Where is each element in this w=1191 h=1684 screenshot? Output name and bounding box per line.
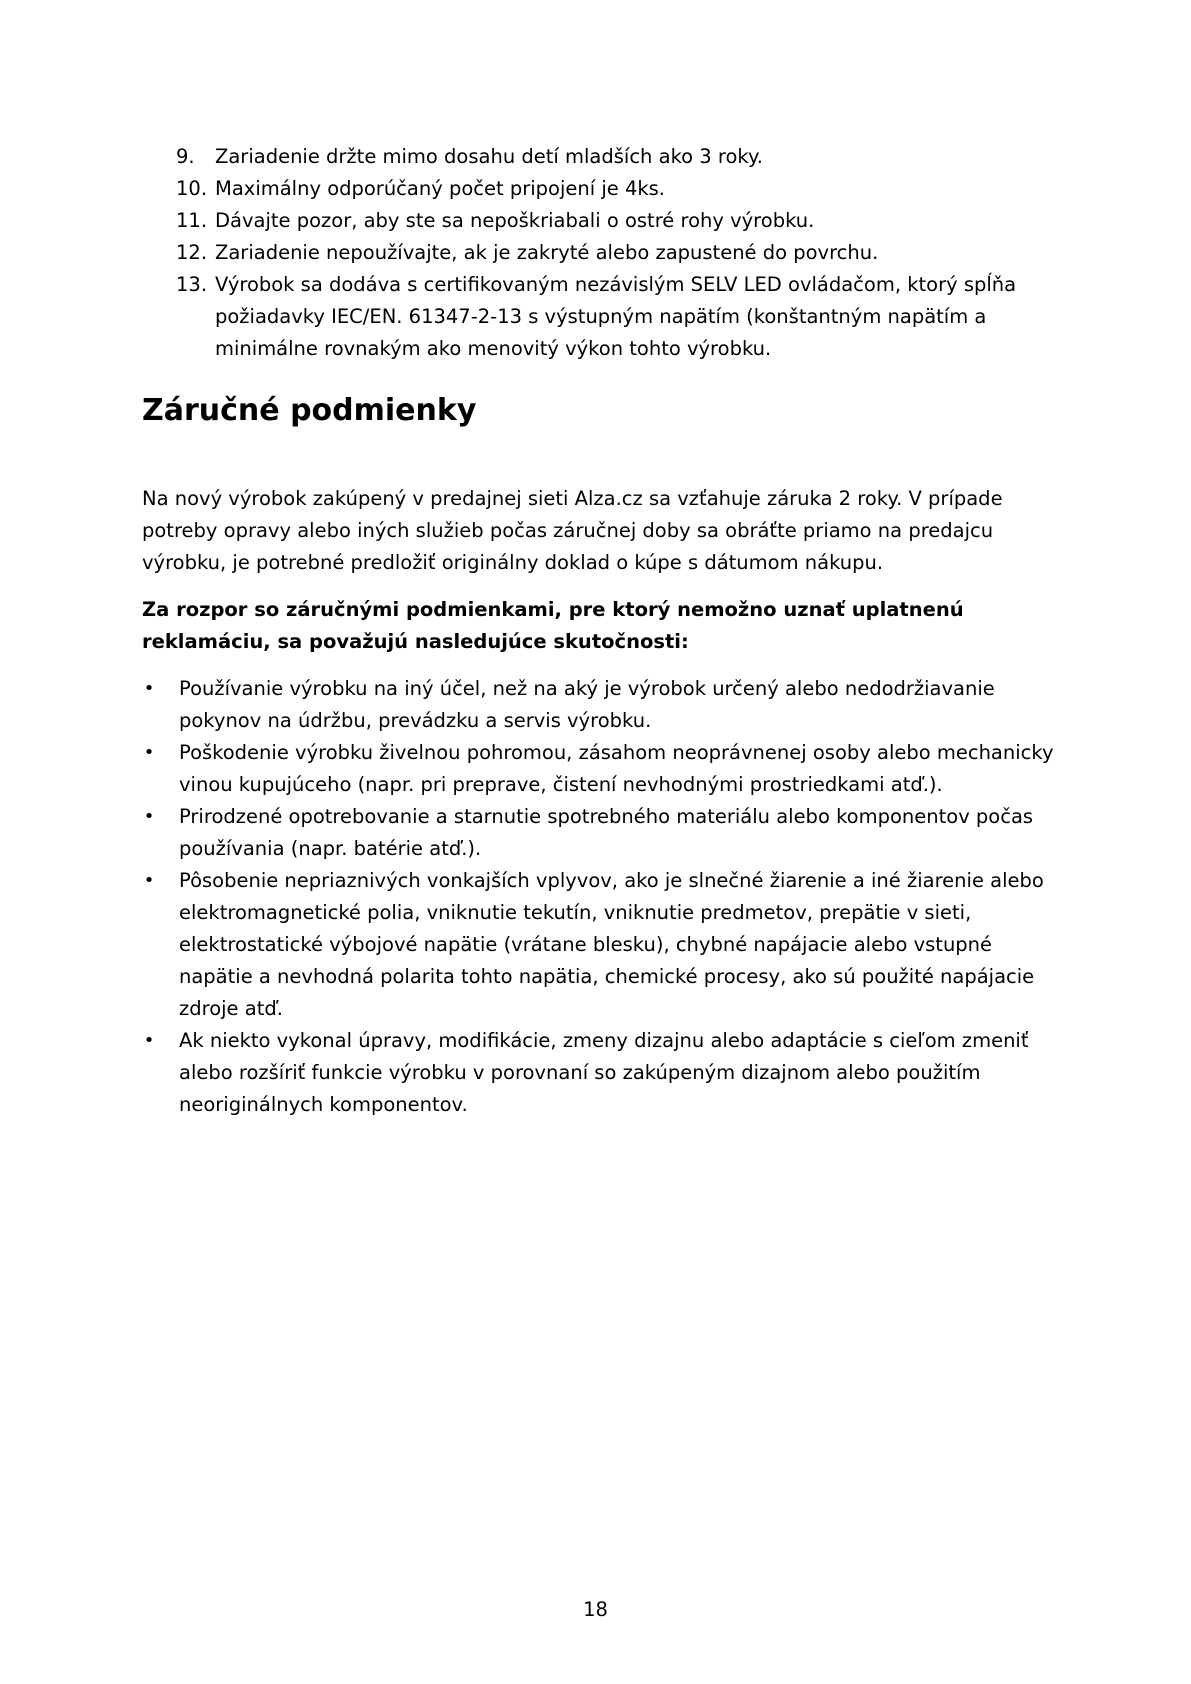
- bullet-icon: •: [143, 870, 155, 891]
- list-item-text: Poškodenie výrobku živelnou pohromou, zásahom neoprávnenej osoby alebo mechanicky vinou kupujúceho (napr. pri preprave, čistení nevhodnými prostriedkami atď.).: [179, 741, 1054, 796]
- list-item-number: 10.: [176, 177, 208, 200]
- list-item: [142, 801, 1067, 865]
- list-item-text: Zariadenie držte mimo dosahu detí mladších ako 3 roky.: [215, 145, 763, 168]
- list-item: [142, 673, 1067, 737]
- list-item-text: Maximálny odporúčaný počet pripojení je 4ks.: [215, 177, 666, 200]
- warranty-exclusions-list: [142, 673, 1067, 1121]
- bullet-icon: •: [143, 742, 155, 763]
- list-item-number: 13.: [176, 273, 208, 296]
- list-item-text: Pôsobenie nepriaznivých vonkajších vplyvov, ako je slnečné žiarenie a iné žiarenie alebo elektromagnetické polia, vniknutie tekutín, vniknutie predmetov, prepätie v sieti, elektrostatické výbojové napätie (vrátane blesku), chybné napájacie alebo vstupné napätie a nevhodná polarita tohto napätia, chemické procesy, ako sú použité napájacie zdroje atď.: [179, 869, 1044, 1020]
- list-item: [142, 737, 1067, 801]
- warranty-exclusions-heading: Za rozpor so záručnými podmienkami, pre ktorý nemožno uznať uplatnenú reklamáciu, sa považujú nasledujúce skutočnosti:: [142, 598, 964, 653]
- list-item: [142, 269, 1062, 365]
- list-item: [142, 1025, 1067, 1121]
- list-item-text: Výrobok sa dodáva s certifikovaným nezávislým SELV LED ovládačom, ktorý spĺňa požiadavky IEC/EN. 61347-2-13 s výstupným napätím (konštantným napätím a minimálne rovnakým ako menovitý výkon tohto výrobku.: [215, 273, 1017, 360]
- list-item-text: Prirodzené opotrebovanie a starnutie spotrebného materiálu alebo komponentov počas používania (napr. batérie atď.).: [179, 805, 1034, 860]
- list-item-text: Používanie výrobku na iný účel, než na aký je výrobok určený alebo nedodržiavanie pokynov na údržbu, prevádzku a servis výrobku.: [179, 677, 995, 732]
- bullet-icon: •: [143, 806, 155, 827]
- bullet-icon: •: [143, 1030, 155, 1051]
- list-item-number: 9.: [176, 145, 195, 168]
- safety-instructions-list: [142, 141, 1062, 365]
- page-number: 18: [583, 1598, 608, 1621]
- list-item: [142, 237, 1062, 269]
- list-item: [142, 141, 1062, 173]
- list-item-number: 11.: [176, 209, 208, 232]
- list-item-text: Ak niekto vykonal úpravy, modifikácie, zmeny dizajnu alebo adaptácie s cieľom zmeniť alebo rozšíriť funkcie výrobku v porovnaní so zakúpeným dizajnom alebo použitím neoriginálnych komponentov.: [179, 1029, 1029, 1116]
- list-item: [142, 173, 1062, 205]
- list-item: [142, 865, 1067, 1025]
- bullet-icon: •: [143, 678, 155, 699]
- section-heading: Záručné podmienky: [142, 393, 477, 428]
- list-item-number: 12.: [176, 241, 208, 264]
- list-item: [142, 205, 1062, 237]
- list-item-text: Dávajte pozor, aby ste sa nepoškriabali o ostré rohy výrobku.: [215, 209, 815, 232]
- warranty-intro-paragraph: Na nový výrobok zakúpený v predajnej sieti Alza.cz sa vzťahuje záruka 2 roky. V prípade potreby opravy alebo iných služieb počas záručnej doby sa obráťte priamo na predajcu výrobku, je potrebné predložiť originálny doklad o kúpe s dátumom nákupu.: [142, 487, 1003, 574]
- list-item-text: Zariadenie nepoužívajte, ak je zakryté alebo zapustené do povrchu.: [215, 241, 879, 264]
